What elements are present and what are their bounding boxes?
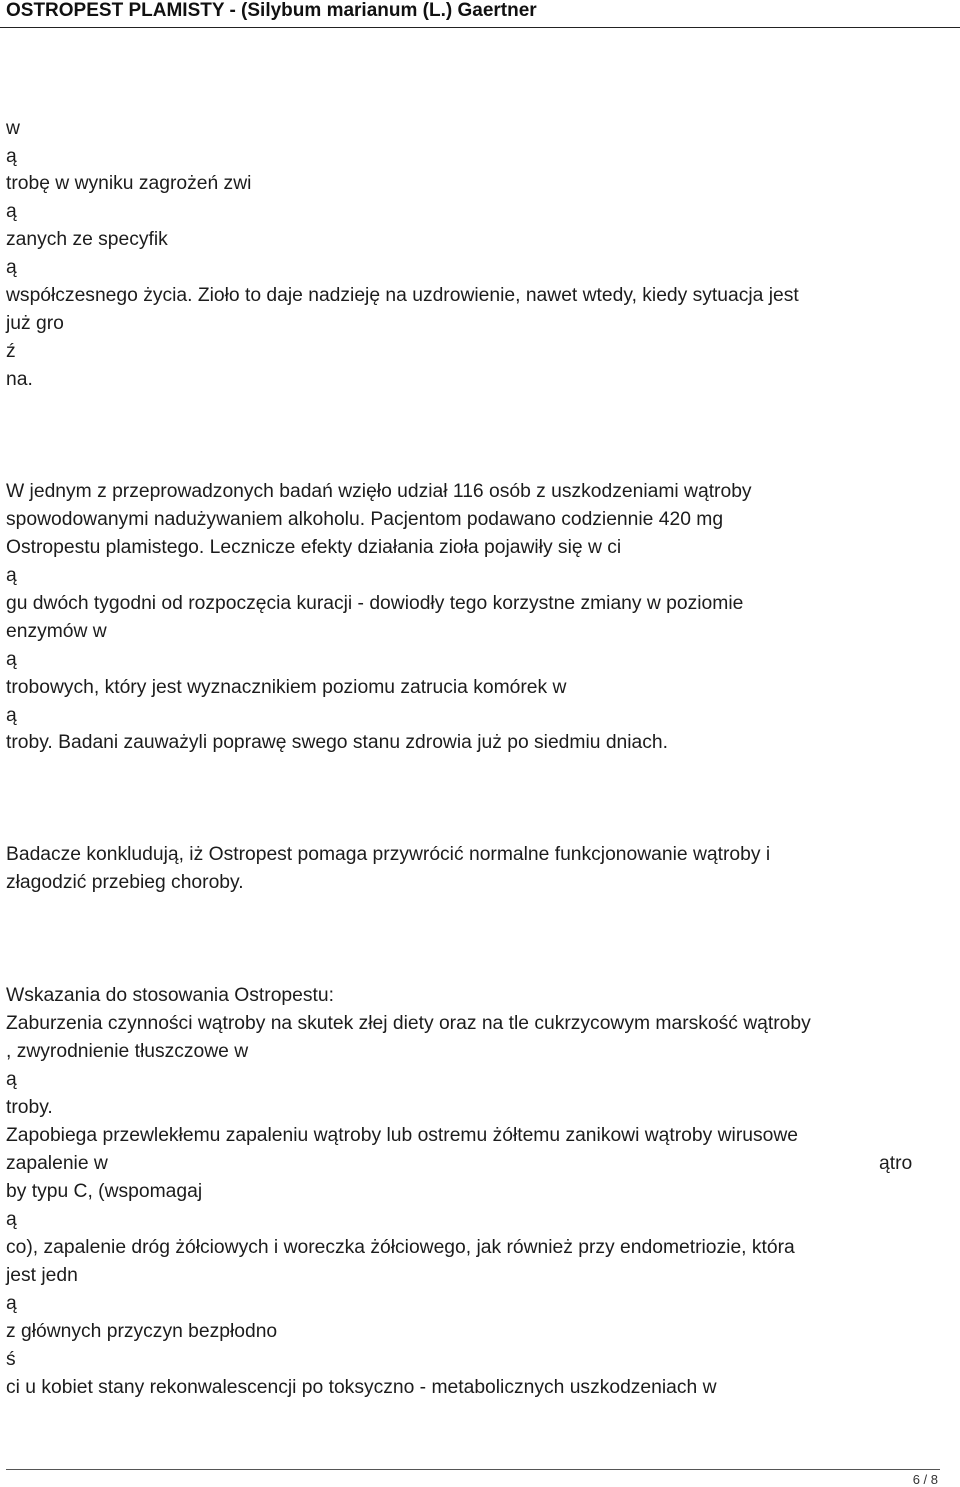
text-line: troby. Badani zauważyli poprawę swego stanu zdrowia już po siedmiu dniach.	[6, 732, 668, 753]
page-header	[0, 0, 960, 28]
text-line: zanych ze specyfik	[6, 229, 168, 250]
text-line: trobowych, który jest wyznacznikiem poziomu zatrucia komórek w	[6, 677, 567, 698]
text-line: Ostropestu plamistego. Lecznicze efekty działania zioła pojawiły się w ci	[6, 537, 622, 558]
text-line: ci u kobiet stany rekonwalescencji po toksyczno - metabolicznych uszkodzeniach w	[6, 1377, 717, 1398]
text-line: złagodzić przebieg choroby.	[6, 872, 244, 893]
text-line: już gro	[6, 313, 64, 334]
text-line: ą	[6, 649, 17, 670]
text-line: ą	[6, 1293, 17, 1314]
text-line: z głównych przyczyn bezpłodno	[6, 1321, 278, 1342]
text-line: ątro	[879, 1153, 913, 1174]
text-line: ą	[6, 1209, 17, 1230]
text-line: ś	[6, 1349, 16, 1370]
text-line: ą	[6, 146, 17, 167]
text-line: trobę w wyniku zagrożeń zwi	[6, 173, 252, 194]
text-line: gu dwóch tygodni od rozpoczęcia kuracji - dowiodły tego korzystne zmiany w poziomie	[6, 593, 744, 614]
text-line: ą	[6, 565, 17, 586]
footer-divider	[6, 1469, 940, 1470]
text-line: Wskazania do stosowania Ostropestu:	[6, 985, 334, 1006]
text-line: Badacze konkludują, iż Ostropest pomaga przywrócić normalne funkcjonowanie wątroby i	[6, 844, 771, 865]
text-line: ą	[6, 705, 17, 726]
text-line: W jednym z przeprowadzonych badań wzięło udział 116 osób z uszkodzeniami wątroby	[6, 481, 752, 502]
document-title: OSTROPEST PLAMISTY - (Silybum marianum (L.) Gaertner	[6, 0, 537, 21]
text-line: spowodowanymi nadużywaniem alkoholu. Pacjentom podawano codziennie 420 mg	[6, 509, 724, 530]
text-line: ą	[6, 201, 17, 222]
text-line: ą	[6, 257, 17, 278]
text-line: współczesnego życia. Zioło to daje nadzieję na uzdrowienie, nawet wtedy, kiedy sytuacja jest	[6, 285, 799, 306]
text-line: na.	[6, 369, 33, 390]
page-number: 6 / 8	[912, 1472, 938, 1487]
text-line: zapalenie w	[6, 1153, 108, 1174]
text-line: ź	[6, 341, 16, 362]
text-line: w	[6, 118, 20, 139]
text-line: , zwyrodnienie tłuszczowe w	[6, 1041, 249, 1062]
text-line: jest jedn	[6, 1265, 78, 1286]
text-line: ą	[6, 1069, 17, 1090]
text-line: enzymów w	[6, 621, 107, 642]
text-line: troby.	[6, 1097, 53, 1118]
text-line: Zapobiega przewlekłemu zapaleniu wątroby lub ostremu żółtemu zanikowi wątroby wirusowe	[6, 1125, 798, 1146]
text-line: Zaburzenia czynności wątroby na skutek złej diety oraz na tle cukrzycowym marskość wątroby	[6, 1013, 811, 1034]
text-line: by typu C, (wspomagaj	[6, 1181, 203, 1202]
text-line: co), zapalenie dróg żółciowych i woreczka żółciowego, jak również przy endometriozie, która	[6, 1237, 795, 1258]
